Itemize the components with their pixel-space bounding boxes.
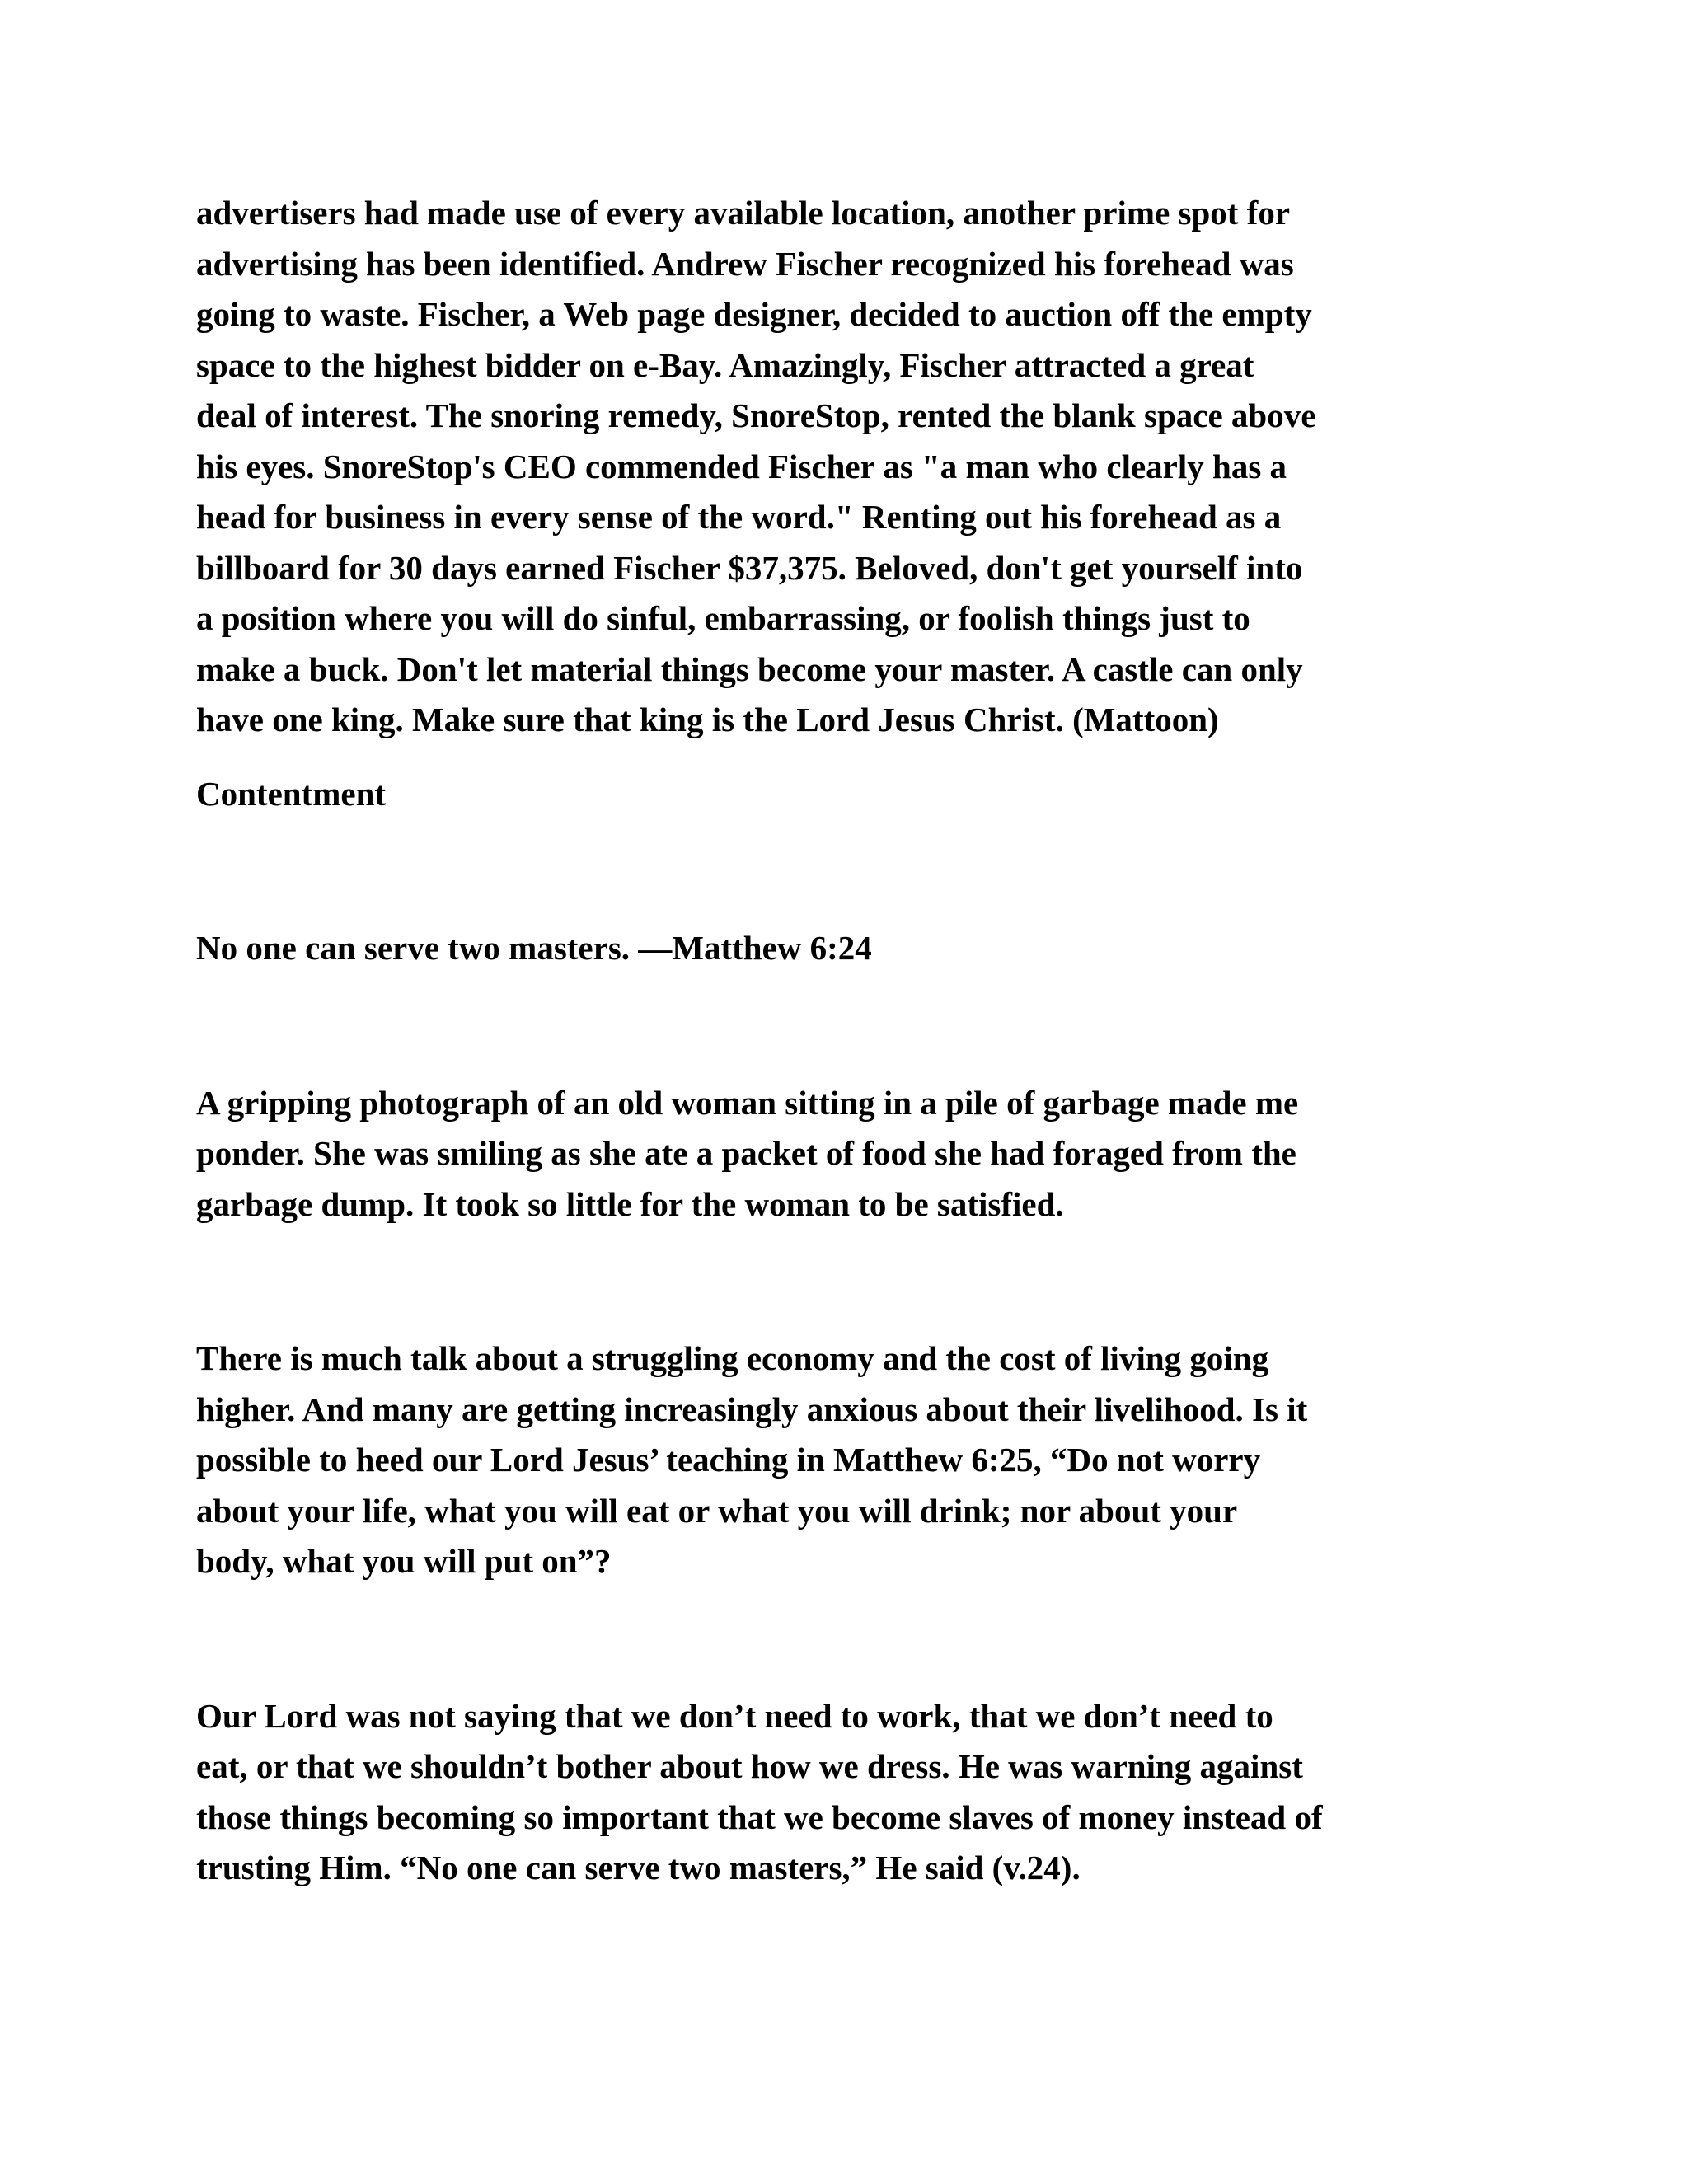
text-line: going to waste. Fischer, a Web page designer, decided to auction off the empty xyxy=(196,295,1312,333)
document-body xyxy=(196,188,1515,1894)
text-line: space to the highest bidder on e-Bay. Amazingly, Fischer attracted a great xyxy=(196,345,1254,384)
text-line: advertisers had made use of every available location, another prime spot for xyxy=(196,194,1291,232)
paragraph-fischer-forehead xyxy=(196,188,1515,746)
text-line: There is much talk about a struggling economy and the cost of living going xyxy=(196,1339,1269,1377)
text-line: billboard for 30 days earned Fischer $37,375. Beloved, don't get yourself into xyxy=(196,548,1303,587)
text-line: A gripping photograph of an old woman sitting in a pile of garbage made me xyxy=(196,1083,1299,1122)
text-line: deal of interest. The snoring remedy, SnoreStop, rented the blank space above xyxy=(196,396,1316,434)
paragraph-economy xyxy=(196,1333,1515,1587)
text-line: make a buck. Don't let material things become your master. A castle can only xyxy=(196,649,1303,688)
scripture-verse xyxy=(196,923,1515,974)
text-line: have one king. Make sure that king is the Lord Jesus Christ. (Mattoon) xyxy=(196,701,1219,738)
text-line: trusting Him. “No one can serve two masters,” He said (v.24). xyxy=(196,1849,1081,1886)
text-line: Our Lord was not saying that we don’t need to work, that we don’t need to xyxy=(196,1696,1273,1735)
section-heading-contentment xyxy=(196,769,1515,820)
text-line: body, what you will put on”? xyxy=(196,1542,612,1580)
paragraph-two-masters xyxy=(196,1691,1515,1894)
text-line: those things becoming so important that we become slaves of money instead of xyxy=(196,1797,1323,1836)
text-line: ponder. She was smiling as she ate a packet of food she had foraged from the xyxy=(196,1134,1296,1172)
text-line: garbage dump. It took so little for the woman to be satisfied. xyxy=(196,1184,1064,1223)
verse-line: No one can serve two masters. —Matthew 6:24 xyxy=(196,929,872,967)
paragraph-old-woman xyxy=(196,1078,1515,1230)
text-line: advertising has been identified. Andrew Fischer recognized his forehead was xyxy=(196,244,1294,283)
text-line: his eyes. SnoreStop's CEO commended Fischer as "a man who clearly has a xyxy=(196,447,1287,485)
text-line: possible to heed our Lord Jesus’ teaching in Matthew 6:25, “Do not worry xyxy=(196,1441,1261,1479)
text-line: head for business in every sense of the word." Renting out his forehead as a xyxy=(196,498,1282,536)
text-line: higher. And many are getting increasingly anxious about their livelihood. Is it xyxy=(196,1390,1308,1428)
text-line: about your life, what you will eat or what you will drink; nor about your xyxy=(196,1491,1238,1530)
text-line: a position where you will do sinful, embarrassing, or foolish things just to xyxy=(196,599,1250,637)
text-line: eat, or that we shouldn’t bother about how we dress. He was warning against xyxy=(196,1747,1303,1785)
heading-line: Contentment xyxy=(196,774,387,813)
